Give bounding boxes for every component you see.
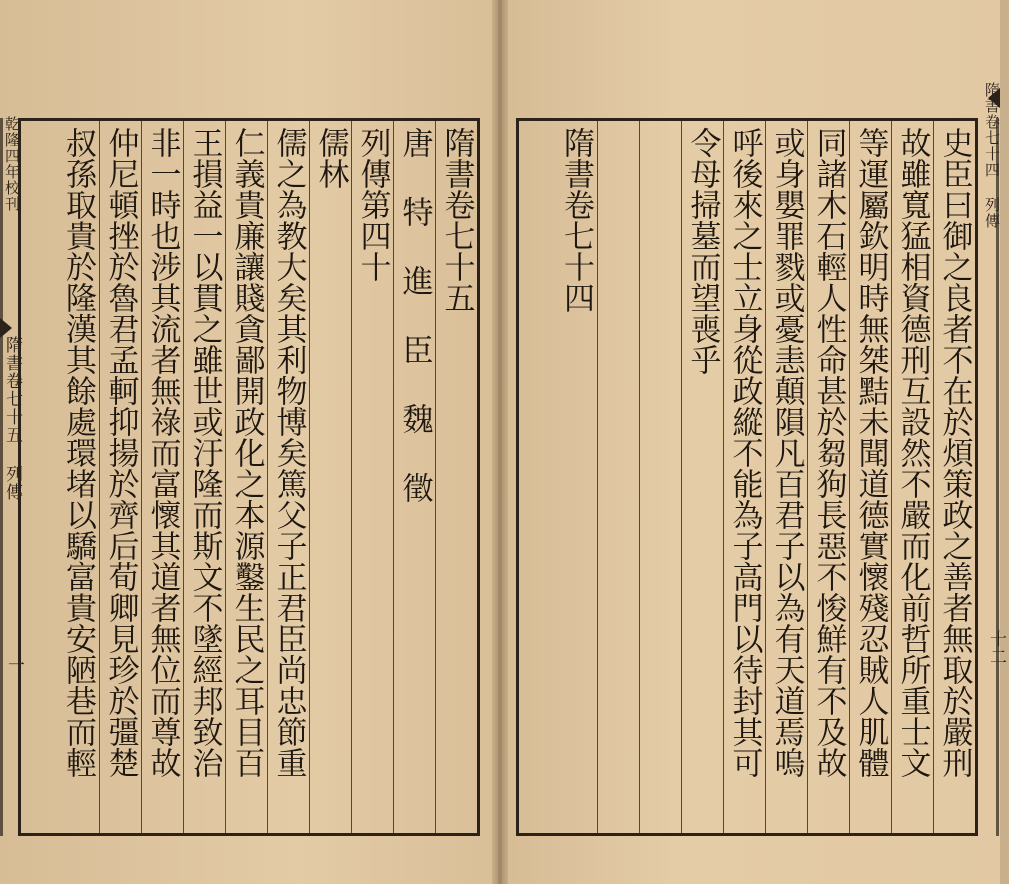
right-page-number: 十二 [986,630,1006,666]
text-column [681,121,723,833]
column-text: 史臣曰御之良者不在於煩策政之善者無取於嚴刑 [936,127,973,778]
text-column [225,121,267,833]
text-column [933,121,975,833]
column-text: 令母掃墓而望喪乎 [684,127,721,375]
column-text: 儒林 [312,127,349,189]
left-fishtail-mark [0,318,12,338]
text-column [183,121,225,833]
text-column [807,121,849,833]
left-margin-title-text: 隋書卷七十五 [2,336,22,444]
column-text: 同諸木石輕人性命甚於芻狗長惡不悛鮮有不及故 [810,127,847,778]
column-text: 或身嬰罪戮或憂恚顛隕凡百君子以為有天道焉嗚 [768,127,805,778]
text-column [597,121,639,833]
right-margin-title-text: 隋書卷七十四 [983,82,1001,178]
left-page-number: 一 [4,656,24,674]
column-text: 非一時也涉其流者無祿而富懷其道者無位而尊故 [144,127,181,778]
book-gutter [492,0,508,884]
column-text: 王損益一以貫之雖世或汙隆而斯文不墜經邦致治 [186,127,223,778]
right-margin-title [982,82,1003,229]
column-text: 故雖寬猛相資德刑互設然不嚴而化前哲所重士文 [894,127,931,778]
column-text: 隋書卷七十四 [558,127,594,313]
text-column [555,121,597,833]
column-text: 叔孫取貴於隆漢其餘處環堵以驕富貴安陋巷而輕 [60,127,96,778]
text-column [891,121,933,833]
column-text: 呼後來之士立身從政縱不能為子高門以待封其可 [726,127,763,778]
text-column [309,121,351,833]
column-text: 儒之為教大矣其利物博矣篤父子正君臣尚忠節重 [270,127,307,778]
column-text: 隋書卷七十五 [438,127,475,313]
text-column [765,121,807,833]
text-column [639,121,681,833]
left-columns [21,121,477,833]
text-column [435,121,477,833]
right-margin-section: 列傳 [983,197,1001,229]
right-text-frame [516,118,978,836]
text-column [141,121,183,833]
column-text: 仁義貴廉讓賤貪鄙開政化之本源鑿生民之耳目百 [228,127,265,778]
left-margin-section: 列傳 [2,465,22,501]
column-text: 列傳第四十 [354,127,391,282]
text-column [723,121,765,833]
text-column [351,121,393,833]
column-text: 仲尼頓挫於魯君孟軻抑揚於齊后荀卿見珍於彊楚 [102,127,139,778]
left-edition-note: 乾隆四年校刊 [3,116,21,212]
text-column [99,121,141,833]
text-column [849,121,891,833]
column-text: 等運屬欽明時無桀黠未聞道德實懷殘忍賊人肌體 [852,127,889,778]
text-column [267,121,309,833]
text-column [393,121,435,833]
text-column [57,121,99,833]
left-text-frame [18,118,480,836]
column-text: 唐特進臣魏徵 [396,127,433,541]
right-columns [519,121,975,833]
